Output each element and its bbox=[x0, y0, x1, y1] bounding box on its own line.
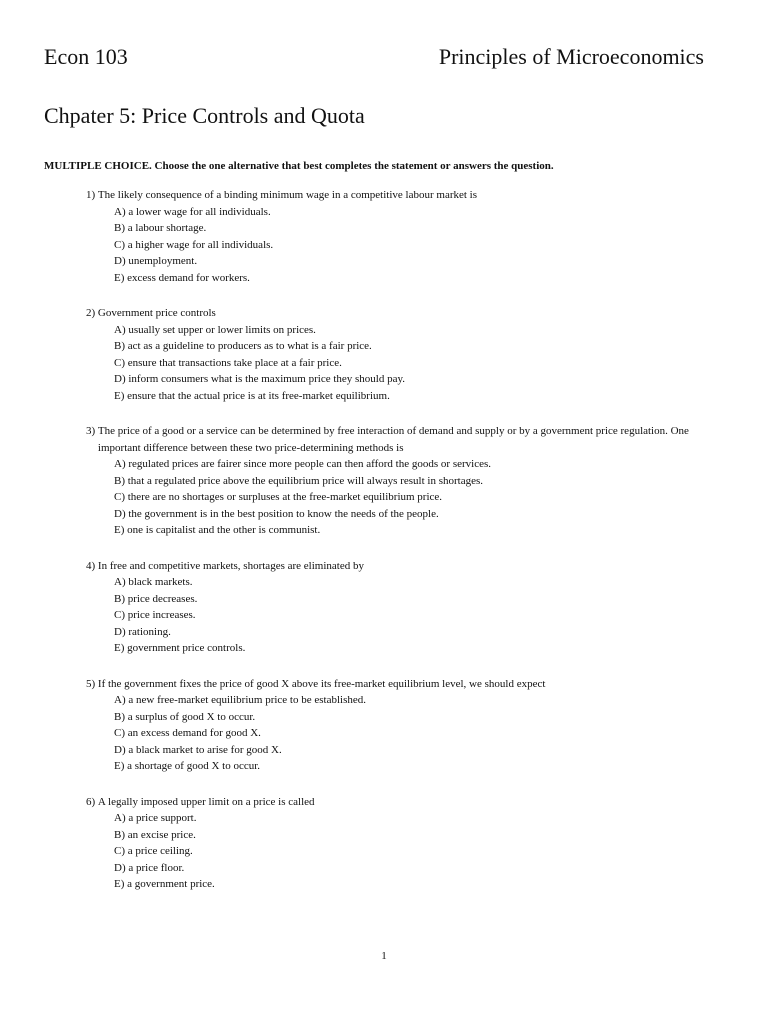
option-text: an excise price. bbox=[127, 828, 196, 841]
option-label: A) bbox=[114, 323, 126, 336]
chapter-title: Chpater 5: Price Controls and Quota bbox=[44, 103, 365, 128]
option-text: one is capitalist and the other is communist. bbox=[127, 524, 321, 536]
option-text: there are no shortages or surpluses at the free-market equilibrium price. bbox=[127, 491, 443, 503]
question-text: The price of a good or a service can be determined by free interaction of demand and supply or by a government price regulation. One important difference between these two price-determining methods is bbox=[97, 425, 689, 454]
question-1 bbox=[86, 187, 726, 286]
answer-options bbox=[86, 204, 726, 287]
course-title: Principles of Microeconomics bbox=[438, 44, 704, 69]
answer-option bbox=[114, 489, 726, 506]
question-stem bbox=[86, 558, 726, 575]
option-label: C) bbox=[114, 609, 125, 621]
option-label: E) bbox=[114, 271, 125, 284]
answer-option bbox=[114, 220, 726, 237]
answer-option bbox=[114, 692, 726, 709]
answer-option bbox=[114, 456, 726, 473]
option-label: A) bbox=[114, 205, 126, 218]
answer-options bbox=[86, 322, 726, 405]
option-label: D) bbox=[114, 861, 126, 874]
answer-option bbox=[114, 827, 726, 844]
option-text: unemployment. bbox=[128, 255, 198, 267]
answer-options bbox=[86, 692, 726, 775]
answer-option bbox=[114, 388, 726, 405]
option-label: D) bbox=[114, 255, 126, 267]
answer-option bbox=[114, 237, 726, 254]
answer-option bbox=[114, 522, 726, 539]
question-list bbox=[86, 187, 726, 912]
question-number: 4) bbox=[86, 559, 96, 572]
option-text: government price controls. bbox=[127, 642, 246, 654]
option-text: price increases. bbox=[127, 609, 196, 621]
option-text: a price floor. bbox=[128, 861, 185, 874]
question-5 bbox=[86, 676, 726, 775]
option-label: A) bbox=[114, 458, 126, 470]
option-text: inform consumers what is the maximum price they should pay. bbox=[128, 373, 406, 385]
option-label: B) bbox=[114, 828, 125, 841]
question-stem bbox=[86, 423, 726, 456]
question-stem bbox=[86, 187, 726, 204]
answer-option bbox=[114, 204, 726, 221]
option-text: a lower wage for all individuals. bbox=[128, 205, 271, 218]
instructions: MULTIPLE CHOICE. Choose the one alternative that best completes the statement or answers the question. bbox=[44, 160, 554, 172]
answer-option bbox=[114, 253, 726, 270]
option-label: E) bbox=[114, 878, 125, 890]
page-number: 1 bbox=[381, 950, 387, 962]
option-text: a surplus of good X to occur. bbox=[127, 710, 256, 723]
option-text: usually set upper or lower limits on prices. bbox=[128, 323, 316, 336]
question-text: In free and competitive markets, shortages are eliminated by bbox=[97, 559, 364, 572]
option-label: C) bbox=[114, 238, 125, 251]
option-text: a price support. bbox=[128, 812, 197, 824]
option-label: E) bbox=[114, 524, 125, 536]
option-label: C) bbox=[114, 491, 125, 503]
option-text: a higher wage for all individuals. bbox=[127, 238, 274, 251]
answer-option bbox=[114, 322, 726, 339]
question-stem bbox=[86, 305, 726, 322]
question-text: A legally imposed upper limit on a price is called bbox=[97, 795, 315, 808]
option-label: D) bbox=[114, 507, 126, 520]
answer-option bbox=[114, 574, 726, 591]
answer-option bbox=[114, 270, 726, 287]
option-text: act as a guideline to producers as to what is a fair price. bbox=[127, 340, 372, 352]
option-text: price decreases. bbox=[127, 592, 198, 605]
answer-option bbox=[114, 640, 726, 657]
option-text: ensure that the actual price is at its free-market equilibrium. bbox=[127, 389, 390, 402]
option-text: rationing. bbox=[128, 625, 171, 638]
question-number: 1) bbox=[86, 189, 96, 201]
option-label: E) bbox=[114, 760, 125, 772]
answer-option bbox=[114, 742, 726, 759]
option-text: that a regulated price above the equilibrium price will always result in shortages. bbox=[127, 474, 483, 487]
option-label: C) bbox=[114, 845, 125, 857]
answer-option bbox=[114, 607, 726, 624]
answer-option bbox=[114, 624, 726, 641]
option-label: B) bbox=[114, 592, 125, 605]
option-text: black markets. bbox=[128, 576, 193, 588]
answer-option bbox=[114, 843, 726, 860]
answer-option bbox=[114, 506, 726, 523]
option-text: an excess demand for good X. bbox=[127, 727, 261, 739]
question-number: 6) bbox=[86, 795, 96, 808]
option-label: C) bbox=[114, 356, 125, 369]
option-label: E) bbox=[114, 642, 125, 654]
option-label: E) bbox=[114, 389, 125, 402]
option-label: D) bbox=[114, 373, 126, 385]
option-label: B) bbox=[114, 474, 125, 487]
answer-options bbox=[86, 574, 726, 657]
option-label: B) bbox=[114, 222, 125, 234]
option-text: a price ceiling. bbox=[127, 845, 193, 857]
option-text: a labour shortage. bbox=[127, 222, 207, 234]
answer-option bbox=[114, 725, 726, 742]
question-number: 3) bbox=[86, 425, 96, 437]
answer-option bbox=[114, 591, 726, 608]
answer-option bbox=[114, 860, 726, 877]
question-stem bbox=[86, 794, 726, 811]
answer-option bbox=[114, 355, 726, 372]
question-text: Government price controls bbox=[97, 307, 216, 319]
answer-options bbox=[86, 810, 726, 893]
option-label: A) bbox=[114, 576, 126, 588]
question-4 bbox=[86, 558, 726, 657]
answer-option bbox=[114, 810, 726, 827]
option-label: A) bbox=[114, 812, 126, 824]
option-text: excess demand for workers. bbox=[127, 271, 250, 284]
answer-options bbox=[86, 456, 726, 539]
option-label: D) bbox=[114, 743, 126, 756]
question-number: 2) bbox=[86, 307, 96, 319]
question-3 bbox=[86, 423, 726, 539]
option-text: a black market to arise for good X. bbox=[128, 743, 282, 756]
course-code: Econ 103 bbox=[44, 44, 128, 69]
option-text: a new free-market equilibrium price to be established. bbox=[128, 694, 366, 706]
option-text: ensure that transactions take place at a fair price. bbox=[127, 356, 342, 369]
option-text: regulated prices are fairer since more people can then afford the goods or services. bbox=[128, 458, 491, 470]
question-6 bbox=[86, 794, 726, 893]
option-text: a government price. bbox=[127, 878, 215, 890]
question-text: If the government fixes the price of good X above its free-market equilibrium level, we should expect bbox=[97, 677, 546, 690]
option-label: B) bbox=[114, 710, 125, 723]
option-text: the government is in the best position to know the needs of the people. bbox=[128, 507, 439, 520]
option-label: D) bbox=[114, 625, 126, 638]
answer-option bbox=[114, 338, 726, 355]
answer-option bbox=[114, 371, 726, 388]
question-2 bbox=[86, 305, 726, 404]
question-text: The likely consequence of a binding minimum wage in a competitive labour market is bbox=[97, 189, 478, 201]
answer-option bbox=[114, 758, 726, 775]
answer-option bbox=[114, 709, 726, 726]
answer-option bbox=[114, 876, 726, 893]
option-label: C) bbox=[114, 727, 125, 739]
question-stem bbox=[86, 676, 726, 693]
option-label: B) bbox=[114, 340, 125, 352]
question-number: 5) bbox=[86, 677, 96, 690]
option-text: a shortage of good X to occur. bbox=[127, 760, 261, 772]
option-label: A) bbox=[114, 694, 126, 706]
answer-option bbox=[114, 473, 726, 490]
